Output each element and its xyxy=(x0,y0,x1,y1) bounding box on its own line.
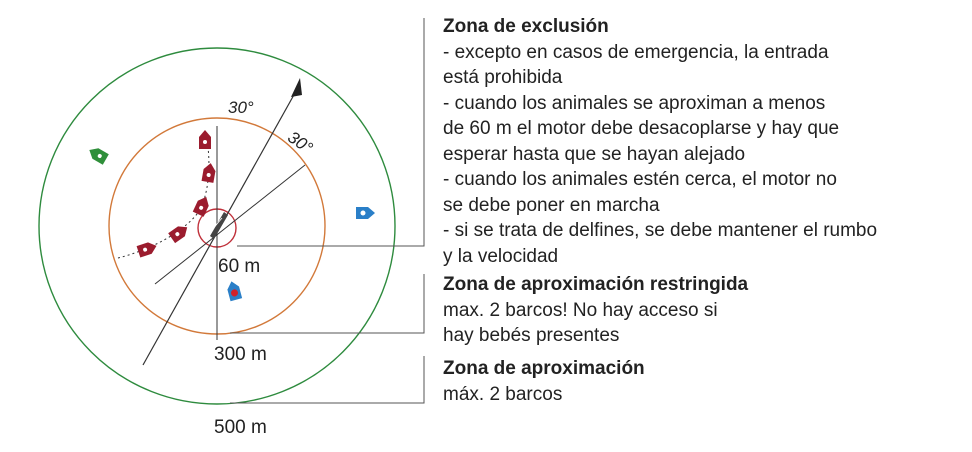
boat-icon xyxy=(168,222,190,243)
course-arrow-icon xyxy=(291,78,302,97)
boat-icon xyxy=(199,130,211,149)
exclusion-line: de 60 m el motor debe desacoplarse y hay que xyxy=(443,118,840,139)
exclusion-line: - cuando los animales se aproximan a menos xyxy=(443,92,826,114)
exclusion-line: - excepto en casos de emergencia, la entrada xyxy=(443,41,829,63)
boat-track xyxy=(118,130,209,258)
exclusion-line: está prohibida xyxy=(443,67,563,88)
exclusion-zone-title: Zona de exclusión xyxy=(443,16,609,37)
approach-line: máx. 2 barcos xyxy=(443,383,563,405)
middle-radius-label: 300 m xyxy=(214,344,267,365)
boat-icon xyxy=(137,240,159,257)
boat-icon xyxy=(193,194,212,216)
exclusion-zone-description xyxy=(443,14,877,269)
dolphin-icon xyxy=(210,212,228,239)
exclusion-line: y la velocidad xyxy=(443,245,559,267)
approach-zone-description xyxy=(443,356,645,407)
outer-radius-label: 500 m xyxy=(214,417,267,438)
boat-icon xyxy=(202,162,217,183)
inner-radius-label: 60 m xyxy=(218,256,261,277)
boat-icon xyxy=(226,280,243,301)
exclusion-line: esperar hasta que se hayan alejado xyxy=(443,143,746,165)
restricted-zone-description xyxy=(443,272,748,349)
restricted-line: hay bebés presentes xyxy=(443,325,620,346)
restricted-leader-line xyxy=(230,274,424,333)
boat-icon xyxy=(356,207,375,219)
exclusion-line: - cuando los animales estén cerca, el motor no xyxy=(443,169,837,190)
exclusion-line: se debe poner en marcha xyxy=(443,194,660,216)
angle-label-north: 30° xyxy=(228,98,254,117)
restricted-line: max. 2 barcos! No hay acceso si xyxy=(443,299,718,321)
exclusion-leader-line xyxy=(237,18,424,246)
restricted-zone-title: Zona de aproximación restringida xyxy=(443,274,749,295)
exclusion-line: - si se trata de delfines, se debe mantener el rumbo xyxy=(443,220,878,241)
approach-zone-title: Zona de aproximación xyxy=(443,358,645,379)
boat-icon xyxy=(86,145,108,165)
angle-label-diagonal: 30° xyxy=(284,127,317,158)
